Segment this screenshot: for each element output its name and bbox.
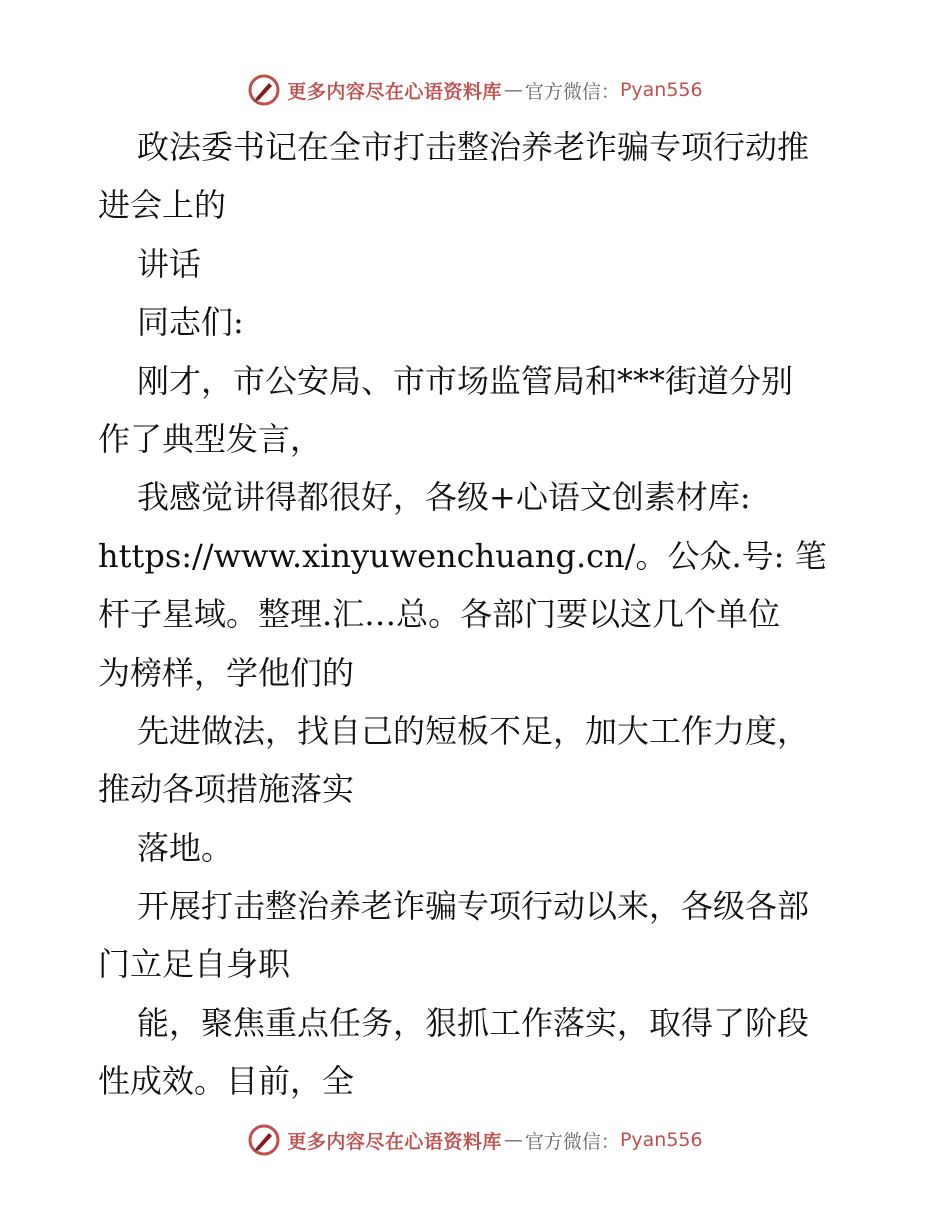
text-line: 我感觉讲得都很好，各级+心语文创素材库:	[137, 478, 751, 517]
watermark-wechat-id: Pyan556	[619, 1129, 703, 1151]
text-line: 落地。	[137, 828, 234, 867]
watermark-text: 更多内容尽在心语资料库	[287, 80, 502, 103]
text-line: 推动各项措施落实	[98, 770, 355, 809]
text-line: 能，聚焦重点任务，狠抓工作落实，取得了阶段	[137, 1003, 810, 1042]
text-line: 作了典型发言，	[98, 419, 323, 458]
watermark-separator: —	[503, 1129, 523, 1151]
text-line: https://www.xinyuwenchuang.cn/。公众.号: 笔	[98, 536, 827, 575]
text-line: 开展打击整治养老诈骗专项行动以来，各级各部	[137, 887, 810, 926]
text-line: 讲话	[137, 244, 202, 283]
watermark-text: 更多内容尽在心语资料库	[287, 1130, 502, 1153]
pen-logo-icon	[247, 73, 281, 107]
text-line: 杆子星域。整理.汇…总。各部门要以这几个单位	[98, 595, 781, 634]
footer-watermark	[0, 1120, 950, 1160]
header-watermark	[0, 70, 950, 110]
text-line: 刚才，市公安局、市市场监管局和***街道分别	[137, 361, 794, 400]
text-line: 进会上的	[98, 186, 227, 225]
text-line: 先进做法，找自己的短板不足，加大工作力度，	[137, 711, 810, 750]
text-line: 性成效。目前，全	[98, 1062, 355, 1101]
text-line: 为榜样，学他们的	[98, 653, 355, 692]
watermark-wechat-label: 官方微信：	[524, 80, 620, 103]
text-line: 门立足自身职	[98, 945, 291, 984]
watermark-separator: —	[503, 79, 523, 101]
text-line: 同志们:	[137, 303, 244, 342]
document-body	[98, 118, 858, 1111]
watermark-wechat-id: Pyan556	[619, 79, 703, 101]
pen-logo-icon	[247, 1123, 281, 1157]
watermark-wechat-label: 官方微信：	[524, 1130, 620, 1153]
text-line: 政法委书记在全市打击整治养老诈骗专项行动推	[137, 128, 810, 166]
